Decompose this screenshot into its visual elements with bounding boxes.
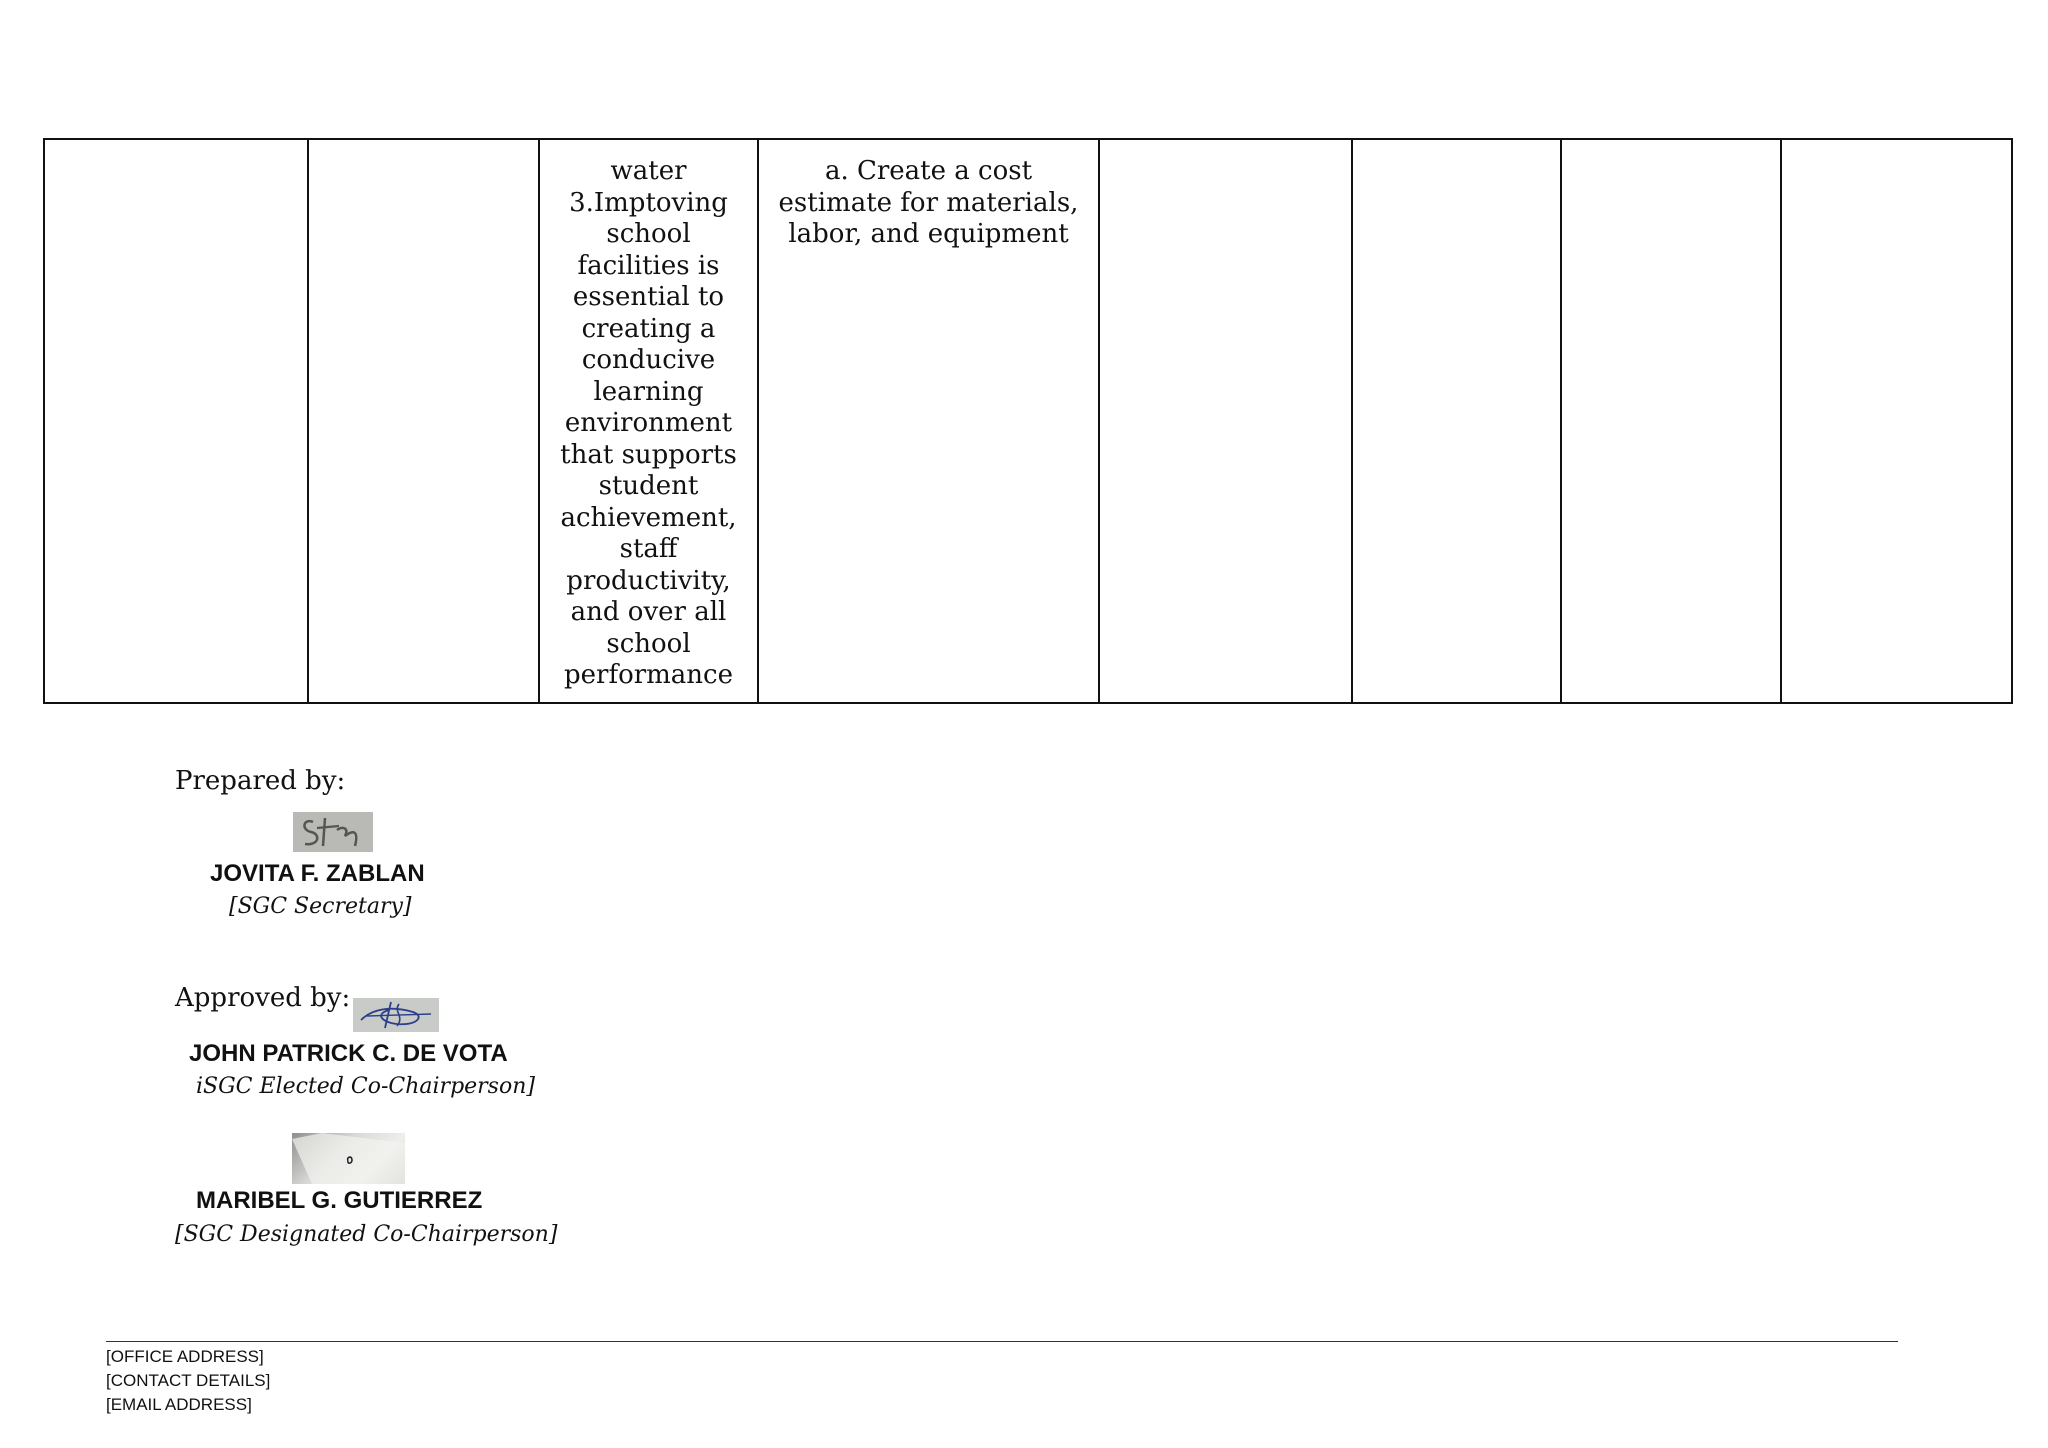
table-cell: water 3.Imptoving school facilities is essential to creating a conducive learning environment that supports student achievement, staff productivity, and over all school performance <box>539 139 758 703</box>
approved-by-label: Approved by: <box>175 983 351 1013</box>
table-cell <box>44 139 308 703</box>
signature-image-gutierrez <box>292 1133 405 1184</box>
table-cell <box>1561 139 1781 703</box>
signature-image-zablan <box>293 812 373 852</box>
prepared-by-label: Prepared by: <box>175 766 346 796</box>
table-cell <box>1099 139 1352 703</box>
signatory-role-gutierrez: [SGC Designated Co-Chairperson] <box>175 1222 558 1247</box>
signatory-name-gutierrez: MARIBEL G. GUTIERREZ <box>196 1187 483 1214</box>
handwritten-signature-icon <box>353 998 439 1032</box>
plan-table <box>43 138 2013 704</box>
footer-office-address: [OFFICE ADDRESS] <box>106 1347 264 1366</box>
handwritten-signature-icon <box>292 1133 405 1184</box>
signatory-name-zablan: JOVITA F. ZABLAN <box>210 860 425 887</box>
handwritten-signature-icon <box>293 812 373 852</box>
signatory-name-de-vota: JOHN PATRICK C. DE VOTA <box>189 1040 508 1067</box>
signatory-role-zablan: [SGC Secretary] <box>229 894 412 919</box>
table-cell: a. Create a cost estimate for materials, labor, and equipment <box>758 139 1099 703</box>
table-cell <box>308 139 539 703</box>
footer-contact-details: [CONTACT DETAILS] <box>106 1371 271 1390</box>
table-row <box>44 139 2012 703</box>
table-cell <box>1781 139 2012 703</box>
footer-email-address: [EMAIL ADDRESS] <box>106 1395 252 1414</box>
signatory-role-de-vota: iSGC Elected Co-Chairperson] <box>196 1074 535 1099</box>
table-cell <box>1352 139 1561 703</box>
footer-divider <box>106 1341 1898 1342</box>
signature-image-de-vota <box>353 998 439 1032</box>
